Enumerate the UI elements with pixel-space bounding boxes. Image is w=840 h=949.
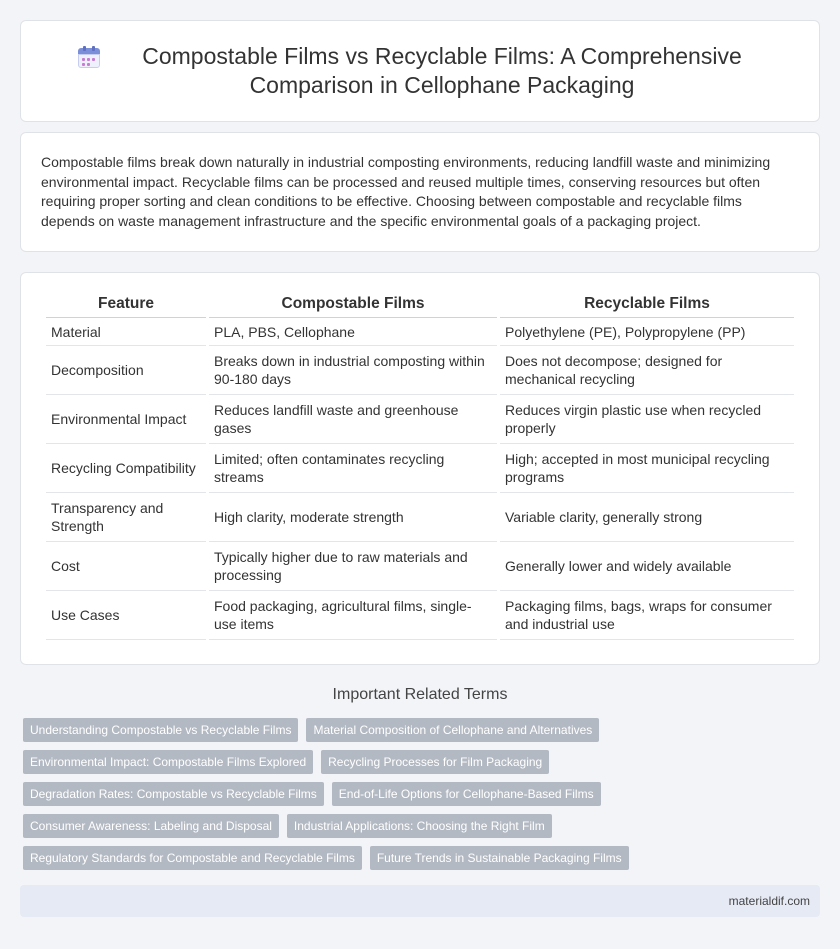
column-header-compostable: Compostable Films xyxy=(209,291,497,318)
related-term-tag[interactable]: Degradation Rates: Compostable vs Recyclable Films xyxy=(23,782,324,806)
recyclable-cell: Variable clarity, generally strong xyxy=(500,493,794,542)
related-term-tag[interactable]: Regulatory Standards for Compostable and Recyclable Films xyxy=(23,846,362,870)
recyclable-cell: Polyethylene (PE), Polypropylene (PP) xyxy=(500,318,794,346)
comparison-card xyxy=(20,272,820,665)
compostable-cell: Reduces landfill waste and greenhouse gases xyxy=(209,395,497,444)
feature-cell: Environmental Impact xyxy=(46,395,206,444)
page-title: Compostable Films vs Recyclable Films: A Comprehensive Comparison in Cellophane Packaging xyxy=(142,43,742,98)
recyclable-cell: Reduces virgin plastic use when recycled properly xyxy=(500,395,794,444)
related-term-tag[interactable]: Consumer Awareness: Labeling and Disposal xyxy=(23,814,279,838)
compostable-cell: Food packaging, agricultural films, single-use items xyxy=(209,591,497,640)
compostable-cell: PLA, PBS, Cellophane xyxy=(209,318,497,346)
feature-cell: Transparency and Strength xyxy=(46,493,206,542)
recyclable-cell: Does not decompose; designed for mechanical recycling xyxy=(500,346,794,395)
related-terms-list xyxy=(23,718,823,878)
related-term-tag[interactable]: Future Trends in Sustainable Packaging Films xyxy=(370,846,629,870)
recyclable-cell: Packaging films, bags, wraps for consumer and industrial use xyxy=(500,591,794,640)
related-term-tag[interactable]: Recycling Processes for Film Packaging xyxy=(321,750,549,774)
related-term-tag[interactable]: Environmental Impact: Compostable Films Explored xyxy=(23,750,313,774)
table-row xyxy=(46,493,794,542)
feature-cell: Recycling Compatibility xyxy=(46,444,206,493)
recyclable-cell: Generally lower and widely available xyxy=(500,542,794,591)
compostable-cell: Limited; often contaminates recycling streams xyxy=(209,444,497,493)
feature-cell: Use Cases xyxy=(46,591,206,640)
compostable-cell: High clarity, moderate strength xyxy=(209,493,497,542)
related-term-tag[interactable]: End-of-Life Options for Cellophane-Based Films xyxy=(332,782,601,806)
table-header-row xyxy=(46,291,794,318)
table-row xyxy=(46,318,794,346)
table-row xyxy=(46,346,794,395)
related-term-tag[interactable]: Industrial Applications: Choosing the Right Film xyxy=(287,814,552,838)
table-row xyxy=(46,542,794,591)
footer xyxy=(20,885,820,917)
related-term-tag[interactable]: Understanding Compostable vs Recyclable Films xyxy=(23,718,298,742)
related-term-tag[interactable]: Material Composition of Cellophane and Alternatives xyxy=(306,718,599,742)
related-terms-heading: Important Related Terms xyxy=(332,686,508,703)
title-card xyxy=(20,20,820,122)
calendar-icon xyxy=(78,46,100,68)
column-header-feature: Feature xyxy=(46,291,206,318)
table-row xyxy=(46,444,794,493)
feature-cell: Cost xyxy=(46,542,206,591)
column-header-recyclable: Recyclable Films xyxy=(500,291,794,318)
table-row xyxy=(46,591,794,640)
table-row xyxy=(46,395,794,444)
compostable-cell: Typically higher due to raw materials and processing xyxy=(209,542,497,591)
intro-paragraph: Compostable films break down naturally in industrial composting environments, reducing landfill waste and minimizing environmental impact. Recyclable films can be processed and reused multiple times, conserving resources but often requiring proper sorting and clean conditions to be effective. Choosing between compostable and recyclable films depends on waste management infrastructure and the specific environmental goals of a packaging project. xyxy=(41,154,771,229)
feature-cell: Decomposition xyxy=(46,346,206,395)
recyclable-cell: High; accepted in most municipal recycling programs xyxy=(500,444,794,493)
feature-cell: Material xyxy=(46,318,206,346)
compostable-cell: Breaks down in industrial composting within 90-180 days xyxy=(209,346,497,395)
intro-card xyxy=(20,132,820,252)
comparison-table xyxy=(43,291,797,640)
footer-site-link[interactable]: materialdif.com xyxy=(728,894,810,908)
